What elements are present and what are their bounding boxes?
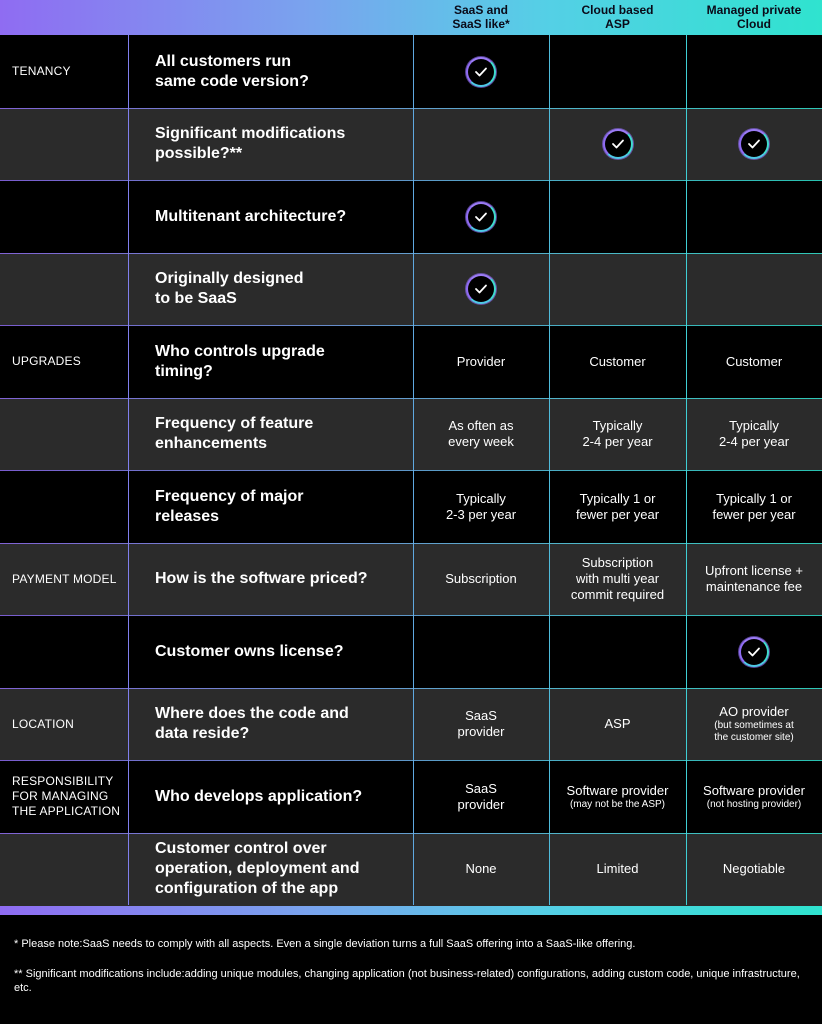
question-label	[155, 325, 410, 398]
value-cell	[686, 108, 822, 181]
value-line: commit required	[570, 587, 665, 602]
value-line: 2-4 per year	[582, 434, 653, 449]
value-line: Negotiable	[722, 861, 786, 876]
value-cell	[686, 180, 822, 253]
category-label	[12, 108, 128, 181]
category-label	[12, 253, 128, 326]
value-cell	[686, 688, 822, 761]
question-line: Frequency of feature	[155, 415, 314, 432]
question-line: Originally designed	[155, 270, 304, 287]
table-row	[0, 470, 822, 543]
value-subnote: (may not be the ASP)	[569, 798, 666, 810]
value-cell	[549, 325, 686, 398]
row-divider	[0, 543, 822, 544]
value-cell	[413, 615, 549, 688]
column-header-private-cloud	[686, 3, 822, 31]
value-line: Customer	[589, 353, 646, 369]
category-label: RESPONSIBILITY FOR MANAGING THE APPLICATION	[12, 774, 121, 818]
value-cell	[549, 470, 686, 543]
row-divider	[0, 688, 822, 689]
value-subnote: (but sometimes at	[714, 720, 794, 731]
category-label: LOCATION	[12, 716, 75, 731]
question-label	[155, 760, 410, 833]
column-header-asp	[549, 3, 686, 31]
value-cell	[413, 543, 549, 616]
question-label	[155, 35, 410, 108]
value-cell	[413, 180, 549, 253]
value-cell	[549, 760, 686, 833]
value-line: Provider	[456, 353, 506, 369]
row-divider	[0, 253, 822, 254]
value-line: fewer per year	[712, 506, 796, 522]
table-row	[0, 398, 822, 471]
value-cell	[686, 398, 822, 471]
footer-gradient-bar	[0, 906, 822, 915]
question-line: Customer control over	[155, 840, 327, 857]
footnote-modifications: ** Significant modifications include:adding unique modules, changing application (not business-related) configurations, adding custom code, unique infrastructure, etc.	[14, 968, 800, 994]
row-divider	[0, 470, 822, 471]
value-cell	[549, 180, 686, 253]
table-row	[0, 253, 822, 326]
question-line: Multitenant architecture?	[155, 207, 347, 225]
category-label	[12, 398, 128, 471]
value-line: Typically	[592, 418, 643, 433]
value-line: None	[465, 861, 497, 876]
value-line: Limited	[596, 861, 639, 876]
question-line: How is the software priced?	[155, 570, 368, 587]
column-header-line: ASP	[605, 17, 630, 31]
question-label	[155, 108, 410, 181]
value-cell	[549, 35, 686, 108]
value-line: 2-3 per year	[445, 506, 517, 522]
value-line: Software provider	[703, 782, 805, 798]
value-cell	[549, 833, 686, 906]
value-cell	[686, 760, 822, 833]
value-cell	[686, 35, 822, 108]
question-label	[155, 615, 410, 688]
value-line: Subscription	[445, 571, 517, 586]
value-line: fewer per year	[575, 506, 660, 522]
checkmark-icon	[466, 57, 496, 87]
value-cell	[686, 833, 822, 906]
question-line: Where does the code and	[155, 705, 349, 722]
column-header-line: Cloud based	[581, 3, 654, 17]
value-cell	[413, 325, 549, 398]
question-line: releases	[155, 507, 220, 525]
question-label	[155, 253, 410, 326]
value-cell	[549, 108, 686, 181]
row-divider	[0, 325, 822, 326]
value-line: Subscription	[581, 555, 654, 570]
value-subnote: the customer site)	[714, 732, 794, 743]
question-line: possible?**	[155, 145, 243, 162]
column-header-line: SaaS like*	[452, 17, 510, 31]
value-cell	[413, 833, 549, 906]
value-line: As often as	[448, 418, 514, 433]
column-header-line: Managed private	[706, 3, 802, 17]
category-label	[12, 470, 128, 543]
table-row	[0, 760, 822, 833]
value-line: provider	[457, 796, 505, 812]
question-label	[155, 398, 410, 471]
value-cell	[686, 470, 822, 543]
value-cell	[549, 398, 686, 471]
value-line: every week	[448, 434, 514, 449]
value-line: AO provider	[719, 704, 789, 719]
value-cell	[413, 688, 549, 761]
question-line: Who controls upgrade	[155, 342, 325, 360]
value-line: SaaS	[465, 780, 497, 796]
value-subnote: (not hosting provider)	[706, 798, 802, 810]
checkmark-icon	[466, 202, 496, 232]
header-gradient-bar	[0, 0, 822, 35]
question-line: enhancements	[155, 435, 268, 452]
category-label	[12, 180, 128, 253]
value-line: Customer	[725, 353, 783, 369]
question-line: Frequency of major	[155, 487, 304, 505]
value-cell	[686, 253, 822, 326]
value-cell	[413, 35, 549, 108]
value-line: Typically	[729, 418, 779, 433]
table-row	[0, 35, 822, 108]
value-cell	[686, 325, 822, 398]
value-line: Typically 1 or	[716, 490, 792, 506]
value-cell	[549, 253, 686, 326]
value-cell	[549, 688, 686, 761]
value-cell	[549, 543, 686, 616]
question-line: Customer owns license?	[155, 642, 344, 660]
row-divider	[0, 833, 822, 834]
table-row	[0, 615, 822, 688]
value-cell	[413, 108, 549, 181]
row-divider	[0, 760, 822, 761]
column-header-saas	[413, 3, 549, 31]
table-row	[0, 108, 822, 181]
column-header-line: SaaS and	[453, 3, 509, 17]
question-label	[155, 688, 410, 761]
question-label	[155, 180, 410, 253]
question-line: All customers run	[155, 52, 292, 70]
question-line: Significant modifications	[155, 125, 346, 142]
value-line: Software provider	[566, 782, 669, 798]
value-line: ASP	[604, 716, 631, 731]
category-label: UPGRADES	[12, 354, 81, 368]
table-row	[0, 543, 822, 616]
question-line: Who develops application?	[155, 787, 363, 805]
checkmark-icon	[739, 637, 769, 667]
row-divider	[0, 615, 822, 616]
value-cell	[413, 253, 549, 326]
question-label	[155, 470, 410, 543]
category-label	[12, 833, 128, 906]
question-line: operation, deployment and	[155, 860, 360, 877]
question-line: configuration of the app	[155, 880, 339, 897]
table-row	[0, 325, 822, 398]
value-line: Typically	[456, 490, 506, 506]
row-divider	[0, 398, 822, 399]
value-cell	[686, 615, 822, 688]
footnote-saas: * Please note:SaaS needs to comply with all aspects. Even a single deviation turns a full SaaS offering into a SaaS-like offering.	[14, 938, 636, 950]
table-row	[0, 688, 822, 761]
value-cell	[413, 470, 549, 543]
category-label: TENANCY	[12, 64, 71, 78]
column-header-line: Cloud	[737, 17, 771, 31]
value-line: Typically 1 or	[579, 490, 656, 506]
value-cell	[413, 760, 549, 833]
question-label	[155, 833, 410, 906]
checkmark-icon	[466, 274, 496, 304]
value-line: SaaS	[465, 708, 497, 723]
question-label	[155, 543, 410, 616]
value-cell	[549, 615, 686, 688]
category-label	[12, 615, 128, 688]
row-divider	[0, 108, 822, 109]
value-line: 2-4 per year	[718, 434, 790, 449]
value-line: maintenance fee	[705, 579, 803, 594]
value-line: with multi year	[575, 571, 660, 586]
table-row	[0, 180, 822, 253]
question-line: data reside?	[155, 725, 250, 742]
question-line: to be SaaS	[155, 290, 237, 307]
question-line: timing?	[155, 362, 213, 380]
value-line: Upfront license +	[705, 563, 803, 578]
row-divider	[0, 180, 822, 181]
table-row	[0, 833, 822, 906]
checkmark-icon	[603, 129, 633, 159]
question-line: same code version?	[155, 72, 309, 90]
checkmark-icon	[739, 129, 769, 159]
value-cell	[413, 398, 549, 471]
value-cell	[686, 543, 822, 616]
category-label: PAYMENT MODEL	[12, 571, 117, 586]
value-line: provider	[457, 724, 505, 739]
